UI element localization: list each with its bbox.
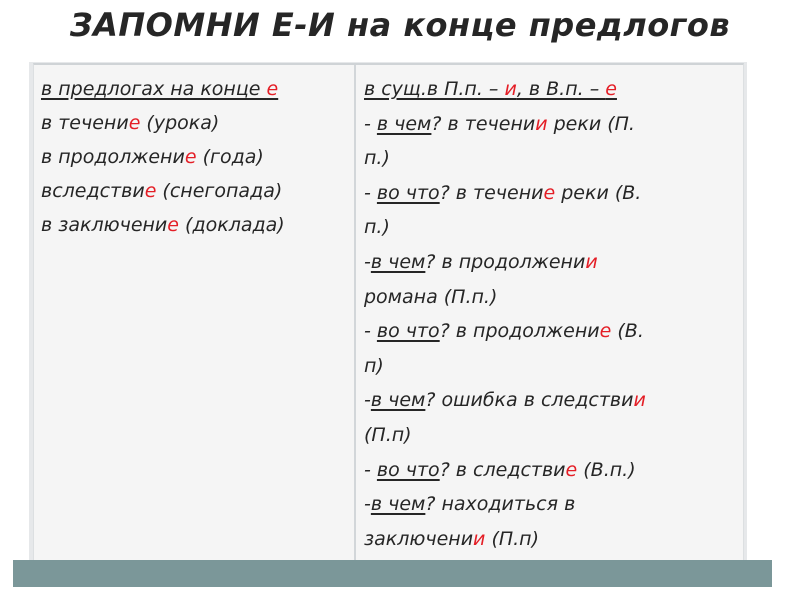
preposition-object: (снегопада): [156, 180, 283, 202]
preposition-stem: в течени: [41, 112, 129, 134]
example-question: в чем: [370, 389, 426, 412]
example-prefix: -: [364, 493, 371, 516]
example-line: [364, 245, 743, 280]
example-text: ? в течени: [439, 181, 544, 204]
example-text: заключени: [364, 527, 474, 550]
right-column: [356, 65, 743, 562]
example-ending: е: [543, 181, 556, 204]
example-prefix: -: [364, 458, 377, 481]
example-ending: е: [599, 320, 612, 343]
example-line-continued: п.): [364, 216, 390, 239]
preposition-ending: е: [184, 146, 197, 168]
example-question: во что: [376, 458, 440, 481]
example-line: [364, 487, 743, 522]
bottom-band: [13, 560, 772, 587]
list-item: [41, 106, 354, 140]
list-item: [41, 208, 354, 242]
example-text: ? в течени: [431, 112, 536, 135]
example-question: во что: [376, 320, 440, 343]
right-column-heading: [364, 72, 743, 107]
example-prefix: -: [364, 320, 377, 343]
example-line: [364, 176, 743, 211]
example-line-continued: п): [364, 354, 384, 377]
example-text: ? ошибка в следстви: [425, 389, 634, 412]
example-prefix: -: [364, 250, 371, 273]
example-text: реки (В.: [555, 181, 642, 204]
example-ending: и: [633, 389, 646, 412]
example-line: [364, 314, 743, 349]
example-question: в чем: [370, 493, 426, 516]
example-ending: и: [473, 527, 486, 550]
example-line: [364, 453, 743, 488]
example-question: в чем: [370, 250, 426, 273]
heading-text: , в В.п. –: [516, 78, 606, 100]
preposition-ending: е: [128, 112, 141, 134]
preposition-stem: вследстви: [41, 180, 145, 202]
example-line-continued: [364, 522, 743, 557]
list-item: [41, 140, 354, 174]
slide-title: ЗАПОМНИ Е-И на конце предлогов: [69, 6, 731, 44]
heading-letter: и: [504, 78, 517, 100]
preposition-object: (года): [196, 146, 264, 168]
example-text: ? в следстви: [439, 458, 566, 481]
preposition-ending: е: [167, 214, 179, 236]
heading-text: в сущ.в П.п. –: [364, 78, 505, 100]
heading-text: в предлогах на конце: [41, 78, 267, 100]
example-line: [364, 383, 743, 418]
example-ending: е: [565, 458, 578, 481]
preposition-stem: в заключени: [41, 214, 168, 236]
example-ending: и: [585, 250, 598, 273]
left-column: [34, 65, 356, 562]
rules-table: [33, 63, 744, 562]
left-column-heading: [41, 72, 354, 106]
heading-letter: е: [605, 78, 617, 100]
example-text: ? в продолжени: [425, 250, 586, 273]
example-line-continued: п.): [364, 147, 390, 170]
example-text: (П.п): [485, 527, 540, 550]
example-prefix: -: [364, 389, 371, 412]
heading-letter: е: [266, 78, 279, 100]
example-prefix: -: [364, 181, 377, 204]
example-line-continued: (П.п): [364, 423, 412, 446]
example-ending: и: [535, 112, 548, 135]
preposition-object: (урока): [140, 112, 220, 134]
example-text: (В.п.): [577, 458, 636, 481]
preposition-ending: е: [144, 180, 157, 202]
list-item: [41, 174, 354, 208]
example-prefix: -: [364, 112, 377, 135]
example-text: ? в продолжени: [439, 320, 600, 343]
preposition-stem: в продолжени: [41, 146, 185, 168]
example-text: ? находиться в: [425, 493, 576, 516]
example-question: во что: [376, 181, 440, 204]
example-line: [364, 107, 743, 142]
example-text: реки (П.: [547, 112, 635, 135]
example-line-continued: романа (П.п.): [364, 285, 498, 308]
example-text: (В.: [611, 320, 644, 343]
preposition-object: (доклада): [179, 214, 285, 236]
example-question: в чем: [376, 112, 432, 135]
